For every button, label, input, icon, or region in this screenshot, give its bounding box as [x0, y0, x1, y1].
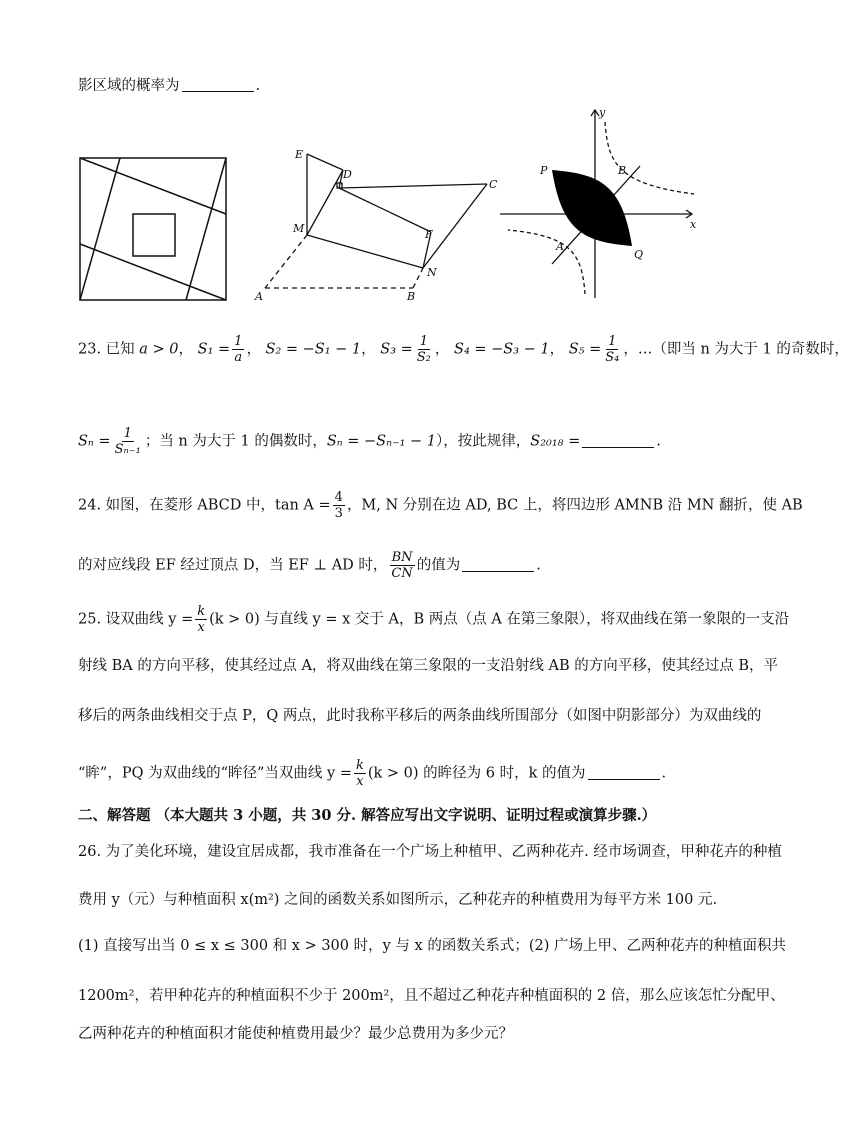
frac-num: 4 [334, 490, 343, 505]
answer-blank [582, 446, 654, 448]
intro-line [78, 74, 260, 95]
q23-line2 [78, 426, 661, 457]
figure-pinwheel-square [78, 156, 228, 302]
q23-suffix: ，…（即当 n 为大于 1 的奇数时， [623, 341, 849, 358]
intro-text: 影区域的概率为 [78, 78, 180, 94]
frac-den: 3 [334, 506, 343, 521]
q25-end: . [661, 765, 667, 782]
q25-line4 [78, 758, 666, 789]
frac-num: 1 [608, 334, 617, 349]
q25-text-d: (k > 0) 的眸径为 6 时，k 的值为 [367, 765, 586, 782]
section-title: 二、解答题 [78, 807, 151, 824]
label-E: E [295, 148, 304, 161]
q23-line1: 23. 已知 a > 0， S₁ = $\frac{1}{a}$ ， S₂ = −S₁ − 1， S₃ = $\frac{1}{\text{S₂}}$ ， S₄ = −S₃ − 1， S₅ = $\frac{1}{\text{S₄}}$ ，…（即当 n 为大于 1 的奇数时， [78, 334, 849, 365]
q23-suffix2: ），按此规律， [436, 433, 531, 450]
intro-end: . [255, 78, 261, 94]
frac-den: x [356, 774, 364, 789]
q23-mid: ；当 n 为大于 1 的偶数时， [144, 433, 327, 450]
q24-text-d: 的值为 [416, 557, 461, 574]
q25-k-frac-2 [354, 758, 366, 789]
q23-end: . [656, 433, 661, 450]
q26-line3: (1) 直接写出当 0 ≤ x ≤ 300 和 x > 300 时，y 与 x 的函数关系式；(2) 广场上甲、乙两种花卉的种植面积共 [78, 938, 786, 954]
frac-num: 1 [123, 426, 132, 441]
section-heading [78, 804, 656, 825]
frac-num: BN [391, 550, 413, 565]
label-N: N [427, 266, 437, 279]
q23-s4: S₄ = −S₃ − 1 [454, 341, 550, 358]
q25-line2: 射线 BA 的方向平移，使其经过点 A，将双曲线在第三象限的一支沿射线 AB 的方向平移，使其经过点 B，平 [78, 658, 779, 674]
q25-text-a: 25. 设双曲线 y = [78, 611, 194, 628]
figure-rhombus-fold [255, 140, 505, 310]
label-F: F [425, 228, 433, 241]
q25-text-c: “眸”，PQ 为双曲线的“眸径”当双曲线 y = [78, 765, 352, 782]
q26-line4: 1200m²，若甲种花卉的种植面积不少于 200m²，且不超过乙种花卉种植面积的 2 倍，那么应该怎忙分配甲、 [78, 988, 785, 1004]
label-y: y [599, 106, 606, 119]
label-D: D [343, 168, 352, 181]
q23-s2: S₂ = −S₁ − 1 [265, 341, 362, 358]
q25-line3: 移后的两条曲线相交于点 P，Q 两点，此时我称平移后的两条曲线所围部分（如图中阴影部分）为双曲线的 [78, 708, 762, 724]
label-x: x [690, 218, 697, 231]
q23-sn: Sₙ = [78, 433, 111, 450]
q23-condition: a > 0 [139, 341, 179, 358]
q23-s3: S₃ = [380, 341, 413, 358]
label-C: C [489, 178, 498, 191]
q23-s5: S₅ = [568, 341, 602, 358]
q23-s1-frac [232, 334, 244, 365]
q24-line2 [78, 550, 541, 581]
frac-den: S₂ [416, 350, 431, 365]
q26-line2: 费用 y（元）与种植面积 x(m²) 之间的函数关系如图所示，乙种花卉的种植费用为每平方米 100 元. [78, 892, 718, 908]
q26-line5: 乙两种花卉的种植面积才能使种植费用最少？最少总费用为多少元？ [78, 1026, 513, 1042]
q24-text-a: 24. 如图，在菱形 ABCD 中，tan A = [78, 497, 331, 514]
figure-hyperbola-eye [500, 104, 700, 300]
frac-num: k [197, 604, 206, 619]
q23-s1: S₁ = [197, 341, 231, 358]
label-Q: Q [634, 248, 644, 261]
frac-den: CN [391, 566, 413, 581]
label-P: P [540, 164, 548, 177]
frac-den: Sₙ₋₁ [114, 442, 141, 457]
label-B: B [407, 290, 416, 303]
answer-blank [462, 570, 534, 572]
frac-den: x [197, 620, 205, 635]
section-note: （本大题共 3 小题，共 30 分. 解答应写出文字说明、证明过程或演算步骤.） [155, 807, 657, 824]
frac-num: 1 [234, 334, 243, 349]
answer-blank [182, 90, 254, 92]
q25-line1 [78, 604, 789, 635]
q24-end: . [536, 557, 541, 574]
q24-text-b: ，M, N 分别在边 AD, BC 上，将四边形 AMNB 沿 MN 翻折，使 AB [346, 497, 803, 514]
q23-sn-even: Sₙ = −Sₙ₋₁ − 1 [326, 433, 437, 450]
q25-k-frac [195, 604, 207, 635]
q23-prefix: 23. 已知 [78, 341, 135, 358]
q26-line1: 26. 为了美化环境，建设宜居成都，我市准备在一个广场上种植甲、乙两种花卉. 经市场调查，甲种花卉的种植 [78, 844, 782, 860]
q23-s2018: S₂₀₁₈ = [530, 433, 581, 450]
label-A3: A [556, 240, 564, 253]
label-B3: B [618, 164, 627, 177]
frac-num: 1 [419, 334, 428, 349]
answer-blank [588, 778, 660, 780]
frac-num: k [355, 758, 364, 773]
q24-line1 [78, 490, 803, 521]
q24-ratio-frac [389, 550, 414, 581]
q24-tan-frac [333, 490, 345, 521]
label-M: M [293, 222, 305, 235]
q25-text-b: (k > 0) 与直线 y = x 交于 A，B 两点（点 A 在第三象限），将双曲线在第一象限的一支沿 [209, 611, 790, 628]
q23-sn-frac [113, 426, 143, 457]
q23-s5-frac [603, 334, 621, 365]
q23-s3-frac [415, 334, 433, 365]
frac-den: a [234, 350, 243, 365]
q24-text-c: 的对应线段 EF 经过顶点 D，当 EF ⊥ AD 时， [78, 557, 388, 574]
label-A: A [255, 290, 263, 303]
frac-den: S₄ [605, 350, 620, 365]
